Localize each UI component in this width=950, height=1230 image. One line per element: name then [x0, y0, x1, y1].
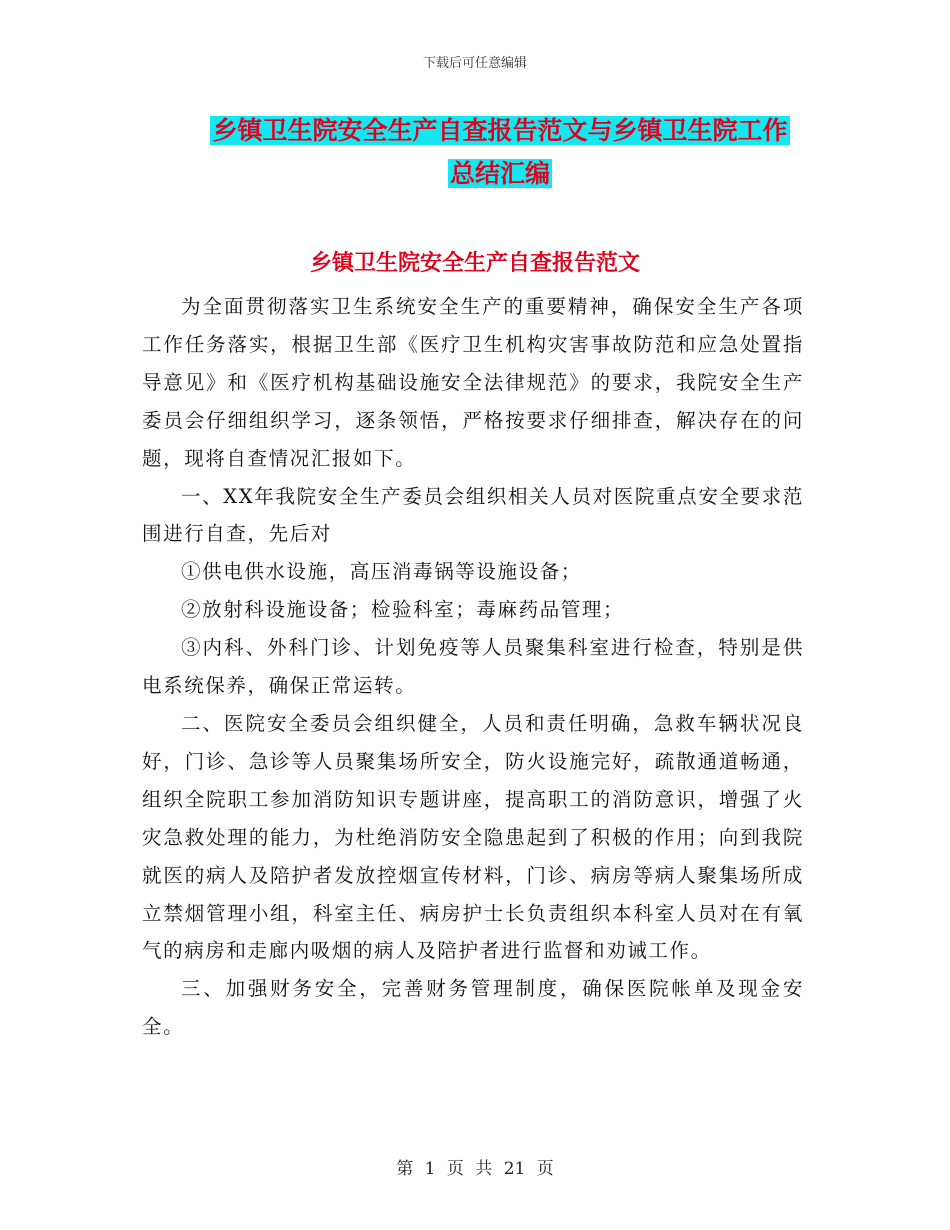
main-title-line-1: [120, 109, 880, 153]
header-note: 下载后可任意编辑: [422, 56, 527, 71]
main-title-line-2: [120, 152, 880, 196]
paragraph-section-2: 二、医院安全委员会组织健全，人员和责任明确，急救车辆状况良好，门诊、急诊等人员聚集场所安全，防火设施完好，疏散通道畅通，组织全院职工参加消防知识专题讲座，提高职工的消防意识，增强了火灾急救处理的能力，为杜绝消防安全隐患起到了积极的作用；向到我院就医的病人及陪护者发放控烟宣传材料，门诊、病房等病人聚集场所成立禁烟管理小组，科室主任、病房护士长负责组织本科室人员对在有氧气的病房和走廊内吸烟的病人及陪护者进行监督和劝诫工作。: [142, 711, 804, 963]
paragraph-section-1: 一、XX年我院安全生产委员会组织相关人员对医院重点安全要求范围进行自查，先后对: [142, 484, 804, 546]
main-title-line-2-text: 总结汇编: [449, 159, 550, 188]
page-footer: 第 1 页 共 21 页: [396, 1159, 554, 1179]
main-title-line-1-text: 乡镇卫生院安全生产自查报告范文与乡镇卫生院工作: [212, 116, 788, 145]
body-text: [142, 288, 804, 1046]
section-title: 乡镇卫生院安全生产自查报告范文: [309, 251, 640, 276]
paragraph-item-3: ③内科、外科门诊、计划免疫等人员聚集科室进行检查，特别是供电系统保养，确保正常运转。: [142, 636, 804, 698]
paragraph-item-2: ②放射科设施设备；检验科室；毒麻药品管理；: [181, 598, 625, 622]
paragraph-item-1: ①供电供水设施，高压消毒锅等设施设备；: [181, 560, 582, 584]
paragraph-intro: 为全面贯彻落实卫生系统安全生产的重要精神，确保安全生产各项工作任务落实，根据卫生部《医疗卫生机构灾害事故防范和应急处置指导意见》和《医疗机构基础设施安全法律规范》的要求，我院安全生产委员会仔细组织学习，逐条领悟，严格按要求仔细排查，解决存在的问题，现将自查情况汇报如下。: [142, 295, 804, 470]
paragraph-section-3: 三、加强财务安全，完善财务管理制度，确保医院帐单及现金安全。: [142, 977, 804, 1039]
